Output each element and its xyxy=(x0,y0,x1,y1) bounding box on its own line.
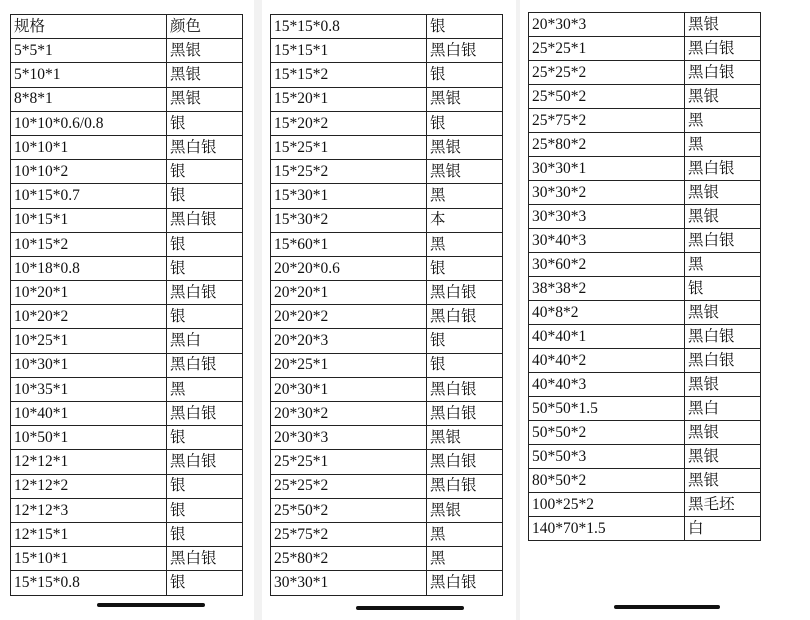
color-cell: 银 xyxy=(167,184,243,208)
color-cell: 黑银 xyxy=(167,63,243,87)
spec-cell: 10*10*0.6/0.8 xyxy=(11,111,167,135)
table-row xyxy=(529,325,761,349)
color-cell: 黑白银 xyxy=(685,37,761,61)
spec-cell: 20*20*2 xyxy=(271,305,427,329)
spec-cell: 40*40*3 xyxy=(529,373,685,397)
spec-cell: 12*12*3 xyxy=(11,498,167,522)
spec-cell: 10*35*1 xyxy=(11,377,167,401)
color-cell: 黑白银 xyxy=(427,305,503,329)
table-row xyxy=(529,85,761,109)
color-cell: 银 xyxy=(167,232,243,256)
spec-cell: 100*25*2 xyxy=(529,493,685,517)
color-cell: 黑毛坯 xyxy=(685,493,761,517)
color-cell: 黑白银 xyxy=(427,39,503,63)
spec-cell: 10*25*1 xyxy=(11,329,167,353)
spec-cell: 140*70*1.5 xyxy=(529,517,685,541)
color-cell: 黑 xyxy=(427,232,503,256)
spec-color-table-2 xyxy=(270,14,503,596)
table-row xyxy=(271,377,503,401)
screenshot-panel-1 xyxy=(0,0,254,620)
table-row xyxy=(529,373,761,397)
color-cell: 银 xyxy=(167,160,243,184)
table-row xyxy=(11,402,243,426)
spec-cell: 12*15*1 xyxy=(11,522,167,546)
table-row xyxy=(529,133,761,157)
table-row xyxy=(529,301,761,325)
spec-cell: 30*30*3 xyxy=(529,205,685,229)
color-cell: 银 xyxy=(167,111,243,135)
spec-cell: 40*40*1 xyxy=(529,325,685,349)
table-row xyxy=(11,329,243,353)
table-row xyxy=(529,445,761,469)
table-row xyxy=(271,402,503,426)
table-row xyxy=(11,256,243,280)
spec-cell: 10*20*2 xyxy=(11,305,167,329)
color-cell: 黑银 xyxy=(427,160,503,184)
color-cell: 银 xyxy=(167,498,243,522)
spec-cell: 10*10*2 xyxy=(11,160,167,184)
spec-cell: 50*50*2 xyxy=(529,421,685,445)
color-cell: 黑白银 xyxy=(427,571,503,595)
table-row xyxy=(11,377,243,401)
table-row xyxy=(529,205,761,229)
table-row xyxy=(11,87,243,111)
color-cell: 黑银 xyxy=(685,205,761,229)
table-row xyxy=(529,469,761,493)
table-row xyxy=(271,522,503,546)
spec-cell: 50*50*3 xyxy=(529,445,685,469)
spec-cell: 30*30*1 xyxy=(529,157,685,181)
spec-cell: 20*30*3 xyxy=(529,13,685,37)
table-row xyxy=(11,522,243,546)
color-cell: 黑白银 xyxy=(427,281,503,305)
spec-cell: 15*10*1 xyxy=(11,547,167,571)
color-cell: 银 xyxy=(167,256,243,280)
table-row xyxy=(271,571,503,595)
spec-cell: 5*5*1 xyxy=(11,39,167,63)
color-cell: 黑 xyxy=(427,184,503,208)
table-row xyxy=(11,135,243,159)
spec-cell: 80*50*2 xyxy=(529,469,685,493)
spec-cell: 30*30*1 xyxy=(271,571,427,595)
color-cell: 黑银 xyxy=(685,13,761,37)
spec-cell: 20*20*1 xyxy=(271,281,427,305)
table-row xyxy=(11,184,243,208)
table-row xyxy=(271,329,503,353)
table-row xyxy=(11,39,243,63)
color-cell: 黑白银 xyxy=(685,349,761,373)
color-cell: 黑 xyxy=(685,109,761,133)
table-row xyxy=(271,305,503,329)
spec-cell: 10*50*1 xyxy=(11,426,167,450)
color-cell: 黑白银 xyxy=(167,135,243,159)
color-cell: 黑白银 xyxy=(427,402,503,426)
table-row xyxy=(529,277,761,301)
table-row xyxy=(271,87,503,111)
spec-cell: 10*15*2 xyxy=(11,232,167,256)
table-row xyxy=(11,63,243,87)
spec-cell: 25*25*1 xyxy=(529,37,685,61)
color-cell: 黑银 xyxy=(427,87,503,111)
table-row xyxy=(271,39,503,63)
color-cell: 黑白银 xyxy=(685,61,761,85)
color-cell: 黑白银 xyxy=(167,281,243,305)
spec-cell: 5*10*1 xyxy=(11,63,167,87)
spec-cell: 20*20*3 xyxy=(271,329,427,353)
home-indicator xyxy=(97,603,205,607)
spec-cell: 25*80*2 xyxy=(271,547,427,571)
table-row xyxy=(271,498,503,522)
table-row xyxy=(271,547,503,571)
table-row xyxy=(11,353,243,377)
table-row xyxy=(11,426,243,450)
color-cell: 黑白银 xyxy=(167,402,243,426)
color-cell: 银 xyxy=(167,522,243,546)
table-header-row xyxy=(11,15,243,39)
spec-cell: 25*75*2 xyxy=(271,522,427,546)
table-row xyxy=(271,450,503,474)
table-row xyxy=(11,208,243,232)
spec-cell: 20*20*0.6 xyxy=(271,256,427,280)
table-row xyxy=(271,160,503,184)
color-cell: 黑白 xyxy=(167,329,243,353)
table-row xyxy=(529,421,761,445)
spec-cell: 12*12*1 xyxy=(11,450,167,474)
color-cell: 银 xyxy=(427,15,503,39)
spec-cell: 10*15*1 xyxy=(11,208,167,232)
spec-cell: 15*15*0.8 xyxy=(271,15,427,39)
table-row xyxy=(529,229,761,253)
spec-cell: 15*30*1 xyxy=(271,184,427,208)
color-cell: 颜色 xyxy=(167,15,243,39)
table-row xyxy=(271,208,503,232)
spec-cell: 30*40*3 xyxy=(529,229,685,253)
spec-cell: 20*30*3 xyxy=(271,426,427,450)
spec-cell: 15*25*1 xyxy=(271,135,427,159)
screenshot-panel-3 xyxy=(520,0,810,620)
color-cell: 黑银 xyxy=(685,445,761,469)
color-cell: 黑 xyxy=(427,522,503,546)
spec-cell: 10*15*0.7 xyxy=(11,184,167,208)
color-cell: 黑白银 xyxy=(685,325,761,349)
color-cell: 银 xyxy=(427,353,503,377)
spec-cell: 规格 xyxy=(11,15,167,39)
color-cell: 黑白银 xyxy=(685,157,761,181)
table-row xyxy=(271,474,503,498)
color-cell: 黑银 xyxy=(685,301,761,325)
spec-cell: 25*25*1 xyxy=(271,450,427,474)
spec-cell: 15*15*1 xyxy=(271,39,427,63)
color-cell: 银 xyxy=(167,571,243,595)
spec-color-table-1 xyxy=(10,14,243,596)
screenshot-panel-2 xyxy=(262,0,516,620)
color-cell: 银 xyxy=(427,111,503,135)
table-row xyxy=(11,547,243,571)
color-cell: 黑 xyxy=(685,133,761,157)
color-cell: 黑银 xyxy=(685,421,761,445)
color-cell: 银 xyxy=(167,474,243,498)
table-row xyxy=(529,37,761,61)
spec-cell: 30*60*2 xyxy=(529,253,685,277)
spec-cell: 20*30*2 xyxy=(271,402,427,426)
table-row xyxy=(529,109,761,133)
spec-cell: 10*18*0.8 xyxy=(11,256,167,280)
spec-cell: 15*25*2 xyxy=(271,160,427,184)
color-cell: 银 xyxy=(685,277,761,301)
table-row xyxy=(11,232,243,256)
color-cell: 银 xyxy=(167,426,243,450)
table-row xyxy=(529,397,761,421)
spec-cell: 15*15*0.8 xyxy=(11,571,167,595)
table-row xyxy=(271,15,503,39)
color-cell: 黑银 xyxy=(685,181,761,205)
table-row xyxy=(271,184,503,208)
color-cell: 黑银 xyxy=(167,87,243,111)
color-cell: 银 xyxy=(427,329,503,353)
table-row xyxy=(271,135,503,159)
table-row xyxy=(271,232,503,256)
spec-cell: 8*8*1 xyxy=(11,87,167,111)
color-cell: 黑白银 xyxy=(427,377,503,401)
spec-cell: 30*30*2 xyxy=(529,181,685,205)
table-row xyxy=(271,63,503,87)
color-cell: 黑银 xyxy=(167,39,243,63)
table-row xyxy=(11,281,243,305)
color-cell: 黑白银 xyxy=(427,450,503,474)
color-cell: 黑 xyxy=(427,547,503,571)
spec-cell: 15*20*2 xyxy=(271,111,427,135)
home-indicator xyxy=(356,606,464,610)
spec-cell: 25*25*2 xyxy=(271,474,427,498)
table-row xyxy=(529,493,761,517)
spec-cell: 15*20*1 xyxy=(271,87,427,111)
spec-cell: 20*25*1 xyxy=(271,353,427,377)
spec-cell: 15*60*1 xyxy=(271,232,427,256)
color-cell: 黑白银 xyxy=(167,450,243,474)
table-row xyxy=(11,160,243,184)
spec-color-table-3 xyxy=(528,12,761,541)
spec-cell: 10*40*1 xyxy=(11,402,167,426)
spec-cell: 25*50*2 xyxy=(529,85,685,109)
panel-gap-left xyxy=(254,0,262,620)
table-row xyxy=(271,353,503,377)
spec-cell: 25*75*2 xyxy=(529,109,685,133)
color-cell: 黑白 xyxy=(685,397,761,421)
table-row xyxy=(529,157,761,181)
spec-cell: 12*12*2 xyxy=(11,474,167,498)
spec-cell: 10*10*1 xyxy=(11,135,167,159)
color-cell: 黑银 xyxy=(685,373,761,397)
table-row xyxy=(529,349,761,373)
table-row xyxy=(11,474,243,498)
spec-cell: 10*20*1 xyxy=(11,281,167,305)
color-cell: 银 xyxy=(427,256,503,280)
color-cell: 黑银 xyxy=(427,498,503,522)
spec-cell: 25*80*2 xyxy=(529,133,685,157)
color-cell: 黑白银 xyxy=(167,547,243,571)
color-cell: 黑银 xyxy=(685,85,761,109)
color-cell: 黑 xyxy=(167,377,243,401)
table-row xyxy=(11,111,243,135)
table-row xyxy=(11,498,243,522)
spec-cell: 38*38*2 xyxy=(529,277,685,301)
color-cell: 本 xyxy=(427,208,503,232)
color-cell: 黑白银 xyxy=(427,474,503,498)
table-row xyxy=(529,13,761,37)
spec-cell: 25*50*2 xyxy=(271,498,427,522)
table-row xyxy=(271,426,503,450)
spec-cell: 15*30*2 xyxy=(271,208,427,232)
color-cell: 黑银 xyxy=(685,469,761,493)
table-row xyxy=(529,61,761,85)
color-cell: 白 xyxy=(685,517,761,541)
table-row xyxy=(271,256,503,280)
color-cell: 黑银 xyxy=(427,135,503,159)
color-cell: 黑白银 xyxy=(685,229,761,253)
table-row xyxy=(529,517,761,541)
table-row xyxy=(529,181,761,205)
spec-cell: 50*50*1.5 xyxy=(529,397,685,421)
spec-cell: 40*40*2 xyxy=(529,349,685,373)
color-cell: 银 xyxy=(427,63,503,87)
spec-cell: 20*30*1 xyxy=(271,377,427,401)
color-cell: 黑银 xyxy=(427,426,503,450)
color-cell: 黑白银 xyxy=(167,353,243,377)
color-cell: 银 xyxy=(167,305,243,329)
table-row xyxy=(11,305,243,329)
home-indicator xyxy=(614,605,720,609)
spec-cell: 10*30*1 xyxy=(11,353,167,377)
table-row xyxy=(11,571,243,595)
spec-cell: 40*8*2 xyxy=(529,301,685,325)
table-row xyxy=(11,450,243,474)
color-cell: 黑 xyxy=(685,253,761,277)
spec-cell: 25*25*2 xyxy=(529,61,685,85)
table-row xyxy=(271,111,503,135)
table-row xyxy=(529,253,761,277)
color-cell: 黑白银 xyxy=(167,208,243,232)
table-row xyxy=(271,281,503,305)
spec-cell: 15*15*2 xyxy=(271,63,427,87)
